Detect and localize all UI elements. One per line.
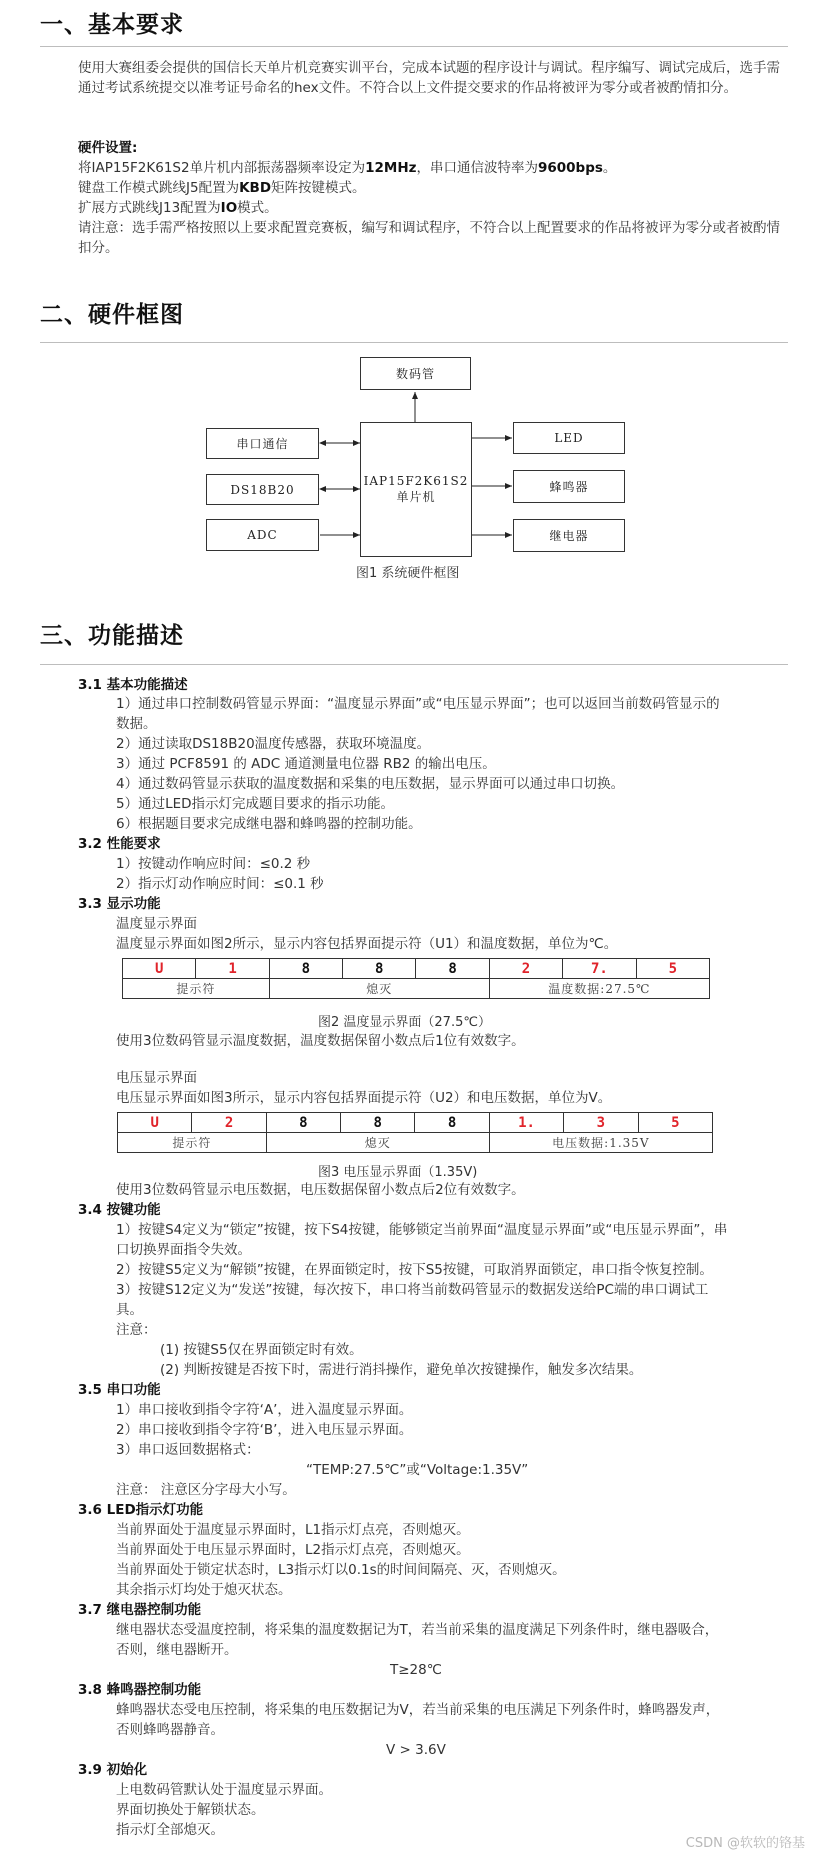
intro-paragraph: 使用大赛组委会提供的国信长天单片机竞赛实训平台，完成本试题的程序设计与调试。程序编写、调试完成后，选手需通过考试系统提交以准考证号命名的hex文件。不符合以上文件提交要求的作品将被评为零分或者被酌情扣分。	[78, 60, 780, 96]
list-item: 2）指示灯动作响应时间：≤0.1 秒	[116, 876, 324, 892]
sec37-title: 3.7 继电器控制功能	[78, 1602, 202, 1618]
list-item: 数据。	[116, 716, 157, 732]
seg-digit: 1	[196, 959, 269, 979]
diagram-mcu-box	[360, 422, 472, 557]
mcu-name: IAP15F2K61S2	[363, 474, 469, 488]
list-item: 6）根据题目要求完成继电器和蜂鸣器的控制功能。	[116, 816, 422, 832]
seg-digit: 2	[489, 959, 562, 979]
section-2-heading: 二、硬件框图	[40, 302, 184, 328]
note-item: (2) 判断按键是否按下时，需进行消抖操作，避免单次按键操作，触发多次结果。	[160, 1362, 643, 1378]
hw1-freq: 12MHz	[365, 160, 417, 176]
seg-label: 电压数据:1.35V	[489, 1133, 712, 1153]
sec35-title: 3.5 串口功能	[78, 1382, 161, 1398]
list-item: 当前界面处于电压显示界面时，L2指示灯点亮，否则熄灭。	[116, 1542, 470, 1558]
seg-digit: 5	[638, 1113, 712, 1133]
buzzer-condition: V > 3.6V	[386, 1742, 446, 1758]
serial-format: “TEMP:27.5℃”或“Voltage:1.35V”	[306, 1462, 529, 1478]
hw3-mode: IO	[220, 200, 238, 216]
sec33-title: 3.3 显示功能	[78, 896, 161, 912]
seg-digit: U	[123, 959, 196, 979]
relay-condition: T≥28℃	[390, 1662, 442, 1678]
figure-2-caption: 图2 温度显示界面（27.5℃）	[318, 1015, 491, 1030]
sec31-title: 3.1 基本功能描述	[78, 677, 188, 693]
list-item: 否则蜂鸣器静音。	[116, 1722, 224, 1738]
hw2-text: 键盘工作模式跳线J5配置为	[78, 180, 240, 196]
list-item: 2）串口接收到指令字符‘B’，进入电压显示界面。	[116, 1422, 413, 1438]
seg-digit: U	[118, 1113, 192, 1133]
hw3-text2: 模式。	[237, 200, 278, 216]
hw1-text2: ，串口通信波特率为	[416, 160, 538, 176]
settings-note: 请注意：选手需严格按照以上要求配置竞赛板，编写和调试程序，不符合以上配置要求的作品将被评为零分或者被酌情扣分。	[78, 220, 780, 256]
seg-digit: 8	[343, 959, 416, 979]
list-item: 2）按键S5定义为“解锁”按键，在界面锁定时，按下S5按键，可取消界面锁定，串口指令恢复控制。	[116, 1262, 713, 1278]
divider	[40, 664, 788, 665]
list-item: 其余指示灯均处于熄灭状态。	[116, 1582, 292, 1598]
hardware-settings-title: 硬件设置:	[78, 140, 138, 156]
seg-digit: 8	[269, 959, 342, 979]
section-1-heading: 一、基本要求	[40, 12, 184, 38]
watermark: CSDN @软软的铬基	[685, 1836, 805, 1851]
seg-label: 提示符	[123, 979, 270, 999]
seg-label: 熄灭	[266, 1133, 489, 1153]
figure-3-caption: 图3 电压显示界面（1.35V)	[318, 1165, 478, 1180]
seg-digit: 7.	[563, 959, 636, 979]
volt-note: 使用3位数码管显示电压数据，电压数据保留小数点后2位有效数字。	[116, 1182, 525, 1198]
figure-1-caption: 图1 系统硬件框图	[356, 566, 460, 581]
seg-digit: 8	[416, 959, 489, 979]
list-item: 3）按键S12定义为“发送”按键，每次按下，串口将当前数码管显示的数据发送给PC端的串口调试工	[116, 1282, 709, 1298]
hw1-text: 将IAP15F2K61S2单片机内部振荡器频率设定为	[78, 160, 366, 176]
seg-label: 温度数据:27.5℃	[489, 979, 709, 999]
volt-display-label: 电压显示界面	[116, 1070, 197, 1086]
list-item: 否则，继电器断开。	[116, 1642, 238, 1658]
list-item: 界面切换处于解锁状态。	[116, 1802, 265, 1818]
sec34-title: 3.4 按键功能	[78, 1202, 161, 1218]
seg-digit: 8	[341, 1113, 415, 1133]
temp-segment-table	[122, 958, 710, 999]
diagram-buzzer-box: 蜂鸣器	[513, 470, 625, 503]
list-item: 蜂鸣器状态受电压控制，将采集的电压数据记为V，若当前采集的电压满足下列条件时，蜂鸣器发声，	[116, 1702, 720, 1718]
note-item: (1) 按键S5仅在界面锁定时有效。	[160, 1342, 363, 1358]
seg-label: 熄灭	[269, 979, 489, 999]
list-item: 2）通过读取DS18B20温度传感器，获取环境温度。	[116, 736, 431, 752]
seg-digit: 8	[266, 1113, 340, 1133]
volt-segment-table	[117, 1112, 713, 1153]
list-item: 1）通过串口控制数码管显示界面：“温度显示界面”或“电压显示界面”；也可以返回当前数码管显示的	[116, 696, 720, 712]
sec32-title: 3.2 性能要求	[78, 836, 161, 852]
list-item: 1）按键动作响应时间：≤0.2 秒	[116, 856, 311, 872]
diagram-adc-box: ADC	[206, 519, 319, 551]
diagram-display-box: 数码管	[360, 357, 471, 390]
list-item: 口切换界面指令失效。	[116, 1242, 251, 1258]
note-label: 注意：	[116, 1322, 157, 1338]
seg-digit: 8	[415, 1113, 489, 1133]
temp-display-label: 温度显示界面	[116, 916, 197, 932]
seg-digit: 2	[192, 1113, 266, 1133]
serial-note: 注意： 注意区分字母大小写。	[116, 1482, 296, 1498]
list-item: 3）通过 PCF8591 的 ADC 通道测量电位器 RB2 的输出电压。	[116, 756, 496, 772]
volt-display-desc: 电压显示界面如图3所示，显示内容包括界面提示符（U2）和电压数据，单位为V。	[116, 1090, 612, 1106]
list-item: 当前界面处于锁定状态时，L3指示灯以0.1s的时间间隔亮、灭，否则熄灭。	[116, 1562, 566, 1578]
mcu-label: 单片机	[396, 490, 436, 504]
diagram-serial-box: 串口通信	[206, 428, 319, 459]
hw1-baud: 9600bps	[537, 160, 603, 176]
list-item: 1）按键S4定义为“锁定”按键，按下S4按键，能够锁定当前界面“温度显示界面”或“电压显示界面”，串	[116, 1222, 728, 1238]
seg-digit: 5	[636, 959, 709, 979]
sec36-title: 3.6 LED指示灯功能	[78, 1502, 204, 1518]
diagram-ds18b20-box: DS18B20	[206, 474, 319, 505]
temp-note: 使用3位数码管显示温度数据，温度数据保留小数点后1位有效数字。	[116, 1033, 525, 1049]
temp-display-desc: 温度显示界面如图2所示，显示内容包括界面提示符（U1）和温度数据，单位为℃。	[116, 936, 618, 952]
hw1-end: 。	[602, 160, 617, 176]
section-3-heading: 三、功能描述	[40, 623, 184, 649]
list-item: 3）串口返回数据格式：	[116, 1442, 260, 1458]
list-item: 具。	[116, 1302, 143, 1318]
hw3-text: 扩展方式跳线J13配置为	[78, 200, 221, 216]
list-item: 当前界面处于温度显示界面时，L1指示灯点亮，否则熄灭。	[116, 1522, 470, 1538]
seg-label: 提示符	[118, 1133, 267, 1153]
seg-digit: 1.	[489, 1113, 563, 1133]
list-item: 1）串口接收到指令字符‘A’，进入温度显示界面。	[116, 1402, 413, 1418]
list-item: 继电器状态受温度控制，将采集的温度数据记为T，若当前采集的温度满足下列条件时，继电器吸合，	[116, 1622, 719, 1638]
diagram-led-box: LED	[513, 422, 625, 454]
diagram-relay-box: 继电器	[513, 519, 625, 552]
hw2-text2: 矩阵按键模式。	[271, 180, 366, 196]
seg-digit: 3	[564, 1113, 638, 1133]
list-item: 上电数码管默认处于温度显示界面。	[116, 1782, 332, 1798]
hw2-mode: KBD	[239, 180, 272, 196]
list-item: 5）通过LED指示灯完成题目要求的指示功能。	[116, 796, 395, 812]
list-item: 指示灯全部熄灭。	[116, 1822, 224, 1838]
sec38-title: 3.8 蜂鸣器控制功能	[78, 1682, 202, 1698]
list-item: 4）通过数码管显示获取的温度数据和采集的电压数据，显示界面可以通过串口切换。	[116, 776, 625, 792]
sec39-title: 3.9 初始化	[78, 1762, 148, 1778]
